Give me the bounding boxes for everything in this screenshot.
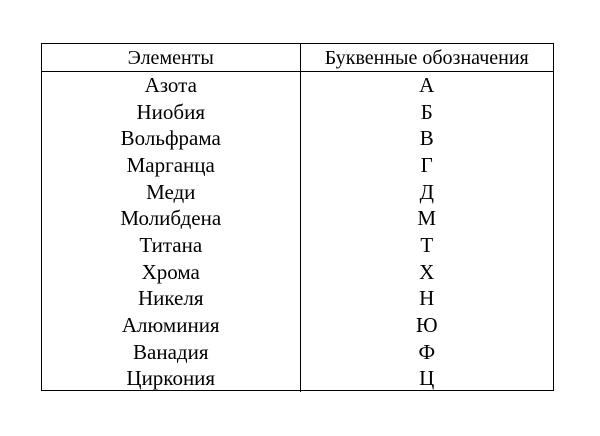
table-row <box>42 125 553 152</box>
table-row <box>42 179 553 206</box>
letter-code-cell: Н <box>419 286 435 311</box>
element-name-cell: Ванадия <box>42 339 300 366</box>
table-row <box>42 72 553 99</box>
table-row <box>42 312 553 339</box>
element-name-cell: Хрома <box>42 259 300 286</box>
header-letter-designations: Буквенные обозначения <box>300 44 553 72</box>
element-name-cell: Азота <box>42 72 300 99</box>
header-elements: Элементы <box>42 44 300 72</box>
table-row <box>42 339 553 366</box>
element-name-cell: Алюминия <box>42 312 300 339</box>
letter-code-cell: В <box>419 126 434 151</box>
table-row <box>42 366 553 393</box>
letter-code-cell: Б <box>420 99 433 124</box>
element-name-cell: Титана <box>42 232 300 259</box>
letter-code-cell: Т <box>420 232 434 257</box>
table-row <box>42 232 553 259</box>
element-name-cell: Марганца <box>42 152 300 179</box>
letter-code-cell: Д <box>419 179 434 204</box>
table-header-row <box>42 44 553 72</box>
letter-code-cell: Ц <box>419 366 435 391</box>
table-row <box>42 152 553 179</box>
table-row <box>42 286 553 313</box>
element-name-cell: Молибдена <box>42 205 300 232</box>
element-name-cell: Ниобия <box>42 99 300 126</box>
element-name-cell: Никеля <box>42 286 300 313</box>
element-name-cell: Циркония <box>42 366 300 393</box>
table-row <box>42 259 553 286</box>
letter-code-cell: А <box>419 72 435 97</box>
element-name-cell: Вольфрама <box>42 125 300 152</box>
letter-code-cell: Г <box>420 152 433 177</box>
table-row <box>42 99 553 126</box>
letter-code-cell: Ф <box>418 339 436 364</box>
letter-code-cell: Ю <box>415 313 438 338</box>
table-row <box>42 205 553 232</box>
letter-code-cell: М <box>417 206 437 231</box>
element-designation-table-frame <box>41 43 554 391</box>
letter-code-cell: Х <box>419 259 435 284</box>
element-designation-table <box>42 44 553 392</box>
element-name-cell: Меди <box>42 179 300 206</box>
